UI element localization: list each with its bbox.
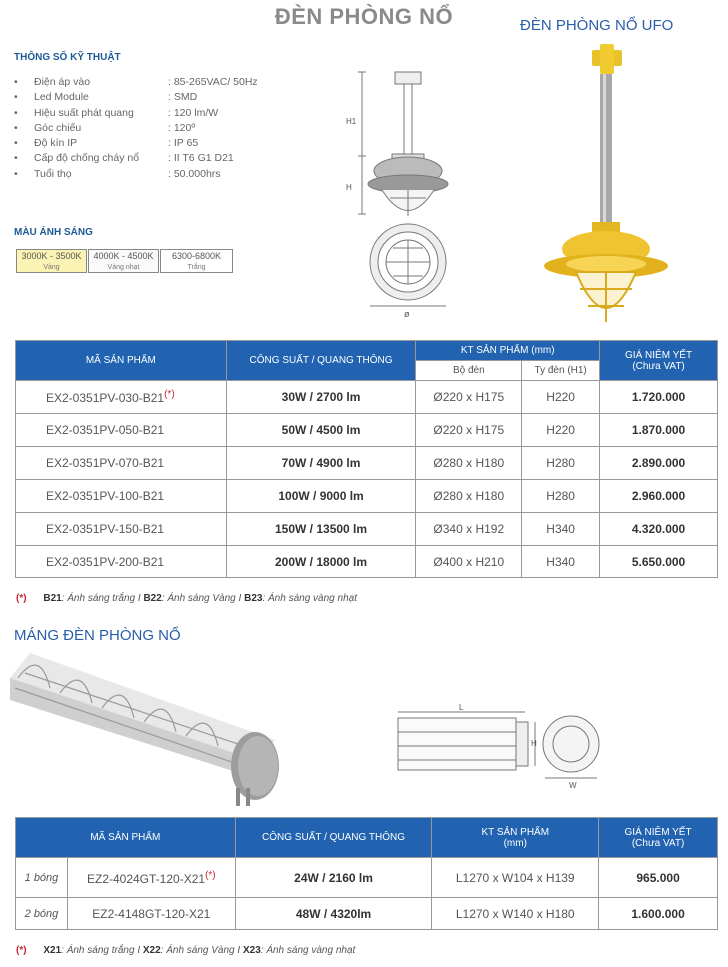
spec-value: : 120 lm/W [168,106,219,119]
size-cell: Ø400 x H210 [416,546,522,578]
price-cell: 2.890.000 [600,447,718,480]
tube-drawing [395,700,610,790]
price-label: GIÁ NIÊM YẾT [625,349,693,361]
rod-cell: H340 [522,546,600,578]
price-cell: 4.320.000 [600,513,718,546]
note-separator: I [137,593,141,604]
price-cell: 5.650.000 [600,546,718,578]
power-cell: 24W / 2160 lm [235,858,432,898]
lamp-type: 1 bóng [16,858,68,898]
note-mark: (*) [16,945,27,956]
note-separator: I [238,593,242,604]
power-cell: 150W / 13500 lm [226,513,416,546]
power-cell: 50W / 4500 lm [226,414,416,447]
swatch-name: Vàng nhạt [107,264,140,271]
spec-label: Led Module [34,91,89,104]
spec-value: : 85-265VAC/ 50Hz [168,76,258,88]
note-code: X23 [242,945,261,956]
dim-h: H [531,739,537,748]
product-code: EZ2-4024GT-120-X21(*) [67,858,235,898]
power-cell: 48W / 4320lm [235,898,432,930]
col-size [432,818,599,858]
price-sublabel: (Chưa VAT) [631,837,685,849]
ufo-product-image [540,44,670,328]
col-power: CÔNG SUẤT / QUANG THÔNG [226,341,416,381]
size-cell: L1270 x W104 x H139 [432,858,599,898]
mang-title: MÁNG ĐÈN PHÒNG NỔ [14,627,181,644]
spec-value: : SMD [168,91,198,104]
spec-value: : 50.000hrs [168,167,221,180]
power-cell: 70W / 4900 lm [226,447,416,480]
spec-label: Độ kín IP [34,137,78,150]
table1-note [16,593,357,604]
note-code: B21 [43,593,62,604]
specs-heading: THÔNG SỐ KỸ THUẬT [14,52,121,63]
note-code: X22 [142,945,161,956]
note-text: : Ánh sáng trắng [61,945,135,956]
col-product: MÃ SẢN PHẨM [16,818,236,858]
table-row [16,447,718,480]
star-mark: (*) [205,869,216,881]
col-price [599,818,718,858]
ufo-title: ĐÈN PHÒNG NỔ UFO [520,17,674,34]
swatch-name: Vàng [43,264,60,271]
product-code: EX2-0351PV-150-B21 [16,513,227,546]
price-label: GIÁ NIÊM YẾT [624,826,692,838]
dim-h1: H1 [346,117,357,126]
note-separator: I [137,945,141,956]
size-cell: Ø280 x H180 [416,447,522,480]
page-title: ĐÈN PHÒNG NỔ [274,4,454,29]
spec-label: Góc chiếu [34,121,82,134]
size-cell: Ø220 x H175 [416,381,522,414]
rod-cell: H220 [522,381,600,414]
price-cell: 1.720.000 [600,381,718,414]
col-power: CÔNG SUẤT / QUANG THÔNG [235,818,432,858]
dim-l: L [459,703,464,712]
note-text: : Ánh sáng Vàng [161,593,236,604]
color-swatch-neutral [88,249,159,273]
tube-product-table [15,817,718,930]
note-text: : Ánh sáng Vàng [160,945,235,956]
note-text: : Ánh sáng vàng nhạt [260,945,356,956]
lamp-type: 2 bóng [16,898,68,930]
product-code: EX2-0351PV-070-B21 [16,447,227,480]
price-cell: 1.870.000 [600,414,718,447]
col-size: KT SẢN PHẨM (mm) [416,341,600,361]
note-mark: (*) [16,593,27,604]
dim-h: H [346,183,352,192]
note-code: B23 [244,593,263,604]
spec-label: Tuổi thọ [34,167,72,180]
table-row [16,858,718,898]
color-swatch-warm [16,249,87,273]
rod-cell: H220 [522,414,600,447]
ufo-product-table [15,340,718,578]
note-text: : Ánh sáng trắng [61,593,136,604]
spec-value: : IP 65 [168,137,199,150]
dim-w: W [569,781,577,790]
price-cell: 1.600.000 [599,898,718,930]
col-price [600,341,718,381]
note-code: B22 [143,593,162,604]
power-cell: 100W / 9000 lm [226,480,416,513]
product-code: EX2-0351PV-200-B21 [16,546,227,578]
power-cell: 30W / 2700 lm [226,381,416,414]
size-cell: Ø220 x H175 [416,414,522,447]
size-cell: Ø340 x H192 [416,513,522,546]
table-row [16,480,718,513]
rod-cell: H280 [522,447,600,480]
color-swatch-cool [160,249,233,273]
product-code: EX2-0351PV-100-B21 [16,480,227,513]
note-text: : Ánh sáng vàng nhạt [262,593,357,604]
price-sublabel: (Chưa VAT) [632,360,685,372]
col-size-rod: Ty đèn (H1) [522,361,600,381]
table-row [16,414,718,447]
tube-product-image [10,648,280,808]
light-color-heading: MÀU ÁNH SÁNG [14,227,93,238]
price-cell: 965.000 [599,858,718,898]
swatch-range: 3000K - 3500K [21,251,82,261]
size-cell: Ø280 x H180 [416,480,522,513]
size-sublabel: (mm) [503,837,527,849]
table-row [16,546,718,578]
ufo-drawing [340,66,470,318]
table-row [16,898,718,930]
rod-cell: H340 [522,513,600,546]
size-label: KT SẢN PHẨM [481,826,550,838]
product-code: EX2-0351PV-050-B21 [16,414,227,447]
swatch-name: Trắng [187,264,206,271]
table2-note [16,945,355,956]
swatch-range: 6300-6800K [171,251,222,261]
spec-label: Cấp độ chống cháy nổ [34,152,140,165]
table-row [16,513,718,546]
spec-value: : II T6 G1 D21 [168,152,234,165]
table-row [16,381,718,414]
spec-label: Điện áp vào [34,76,91,88]
rod-cell: H280 [522,480,600,513]
product-code: EZ2-4148GT-120-X21 [67,898,235,930]
col-product: MÃ SẢN PHẨM [16,341,227,381]
spec-label: Hiệu suất phát quang [34,106,134,119]
price-cell: 2.960.000 [600,480,718,513]
star-mark: (*) [164,389,175,400]
note-separator: I [237,945,241,956]
size-cell: L1270 x W140 x H180 [432,898,599,930]
dim-diameter: ø [404,309,410,318]
col-size-body: Bộ đèn [416,361,522,381]
note-code: X21 [43,945,62,956]
spec-value: : 120º [168,121,196,134]
power-cell: 200W / 18000 lm [226,546,416,578]
swatch-range: 4000K - 4500K [93,251,154,261]
product-code: EX2-0351PV-030-B21(*) [16,381,227,414]
